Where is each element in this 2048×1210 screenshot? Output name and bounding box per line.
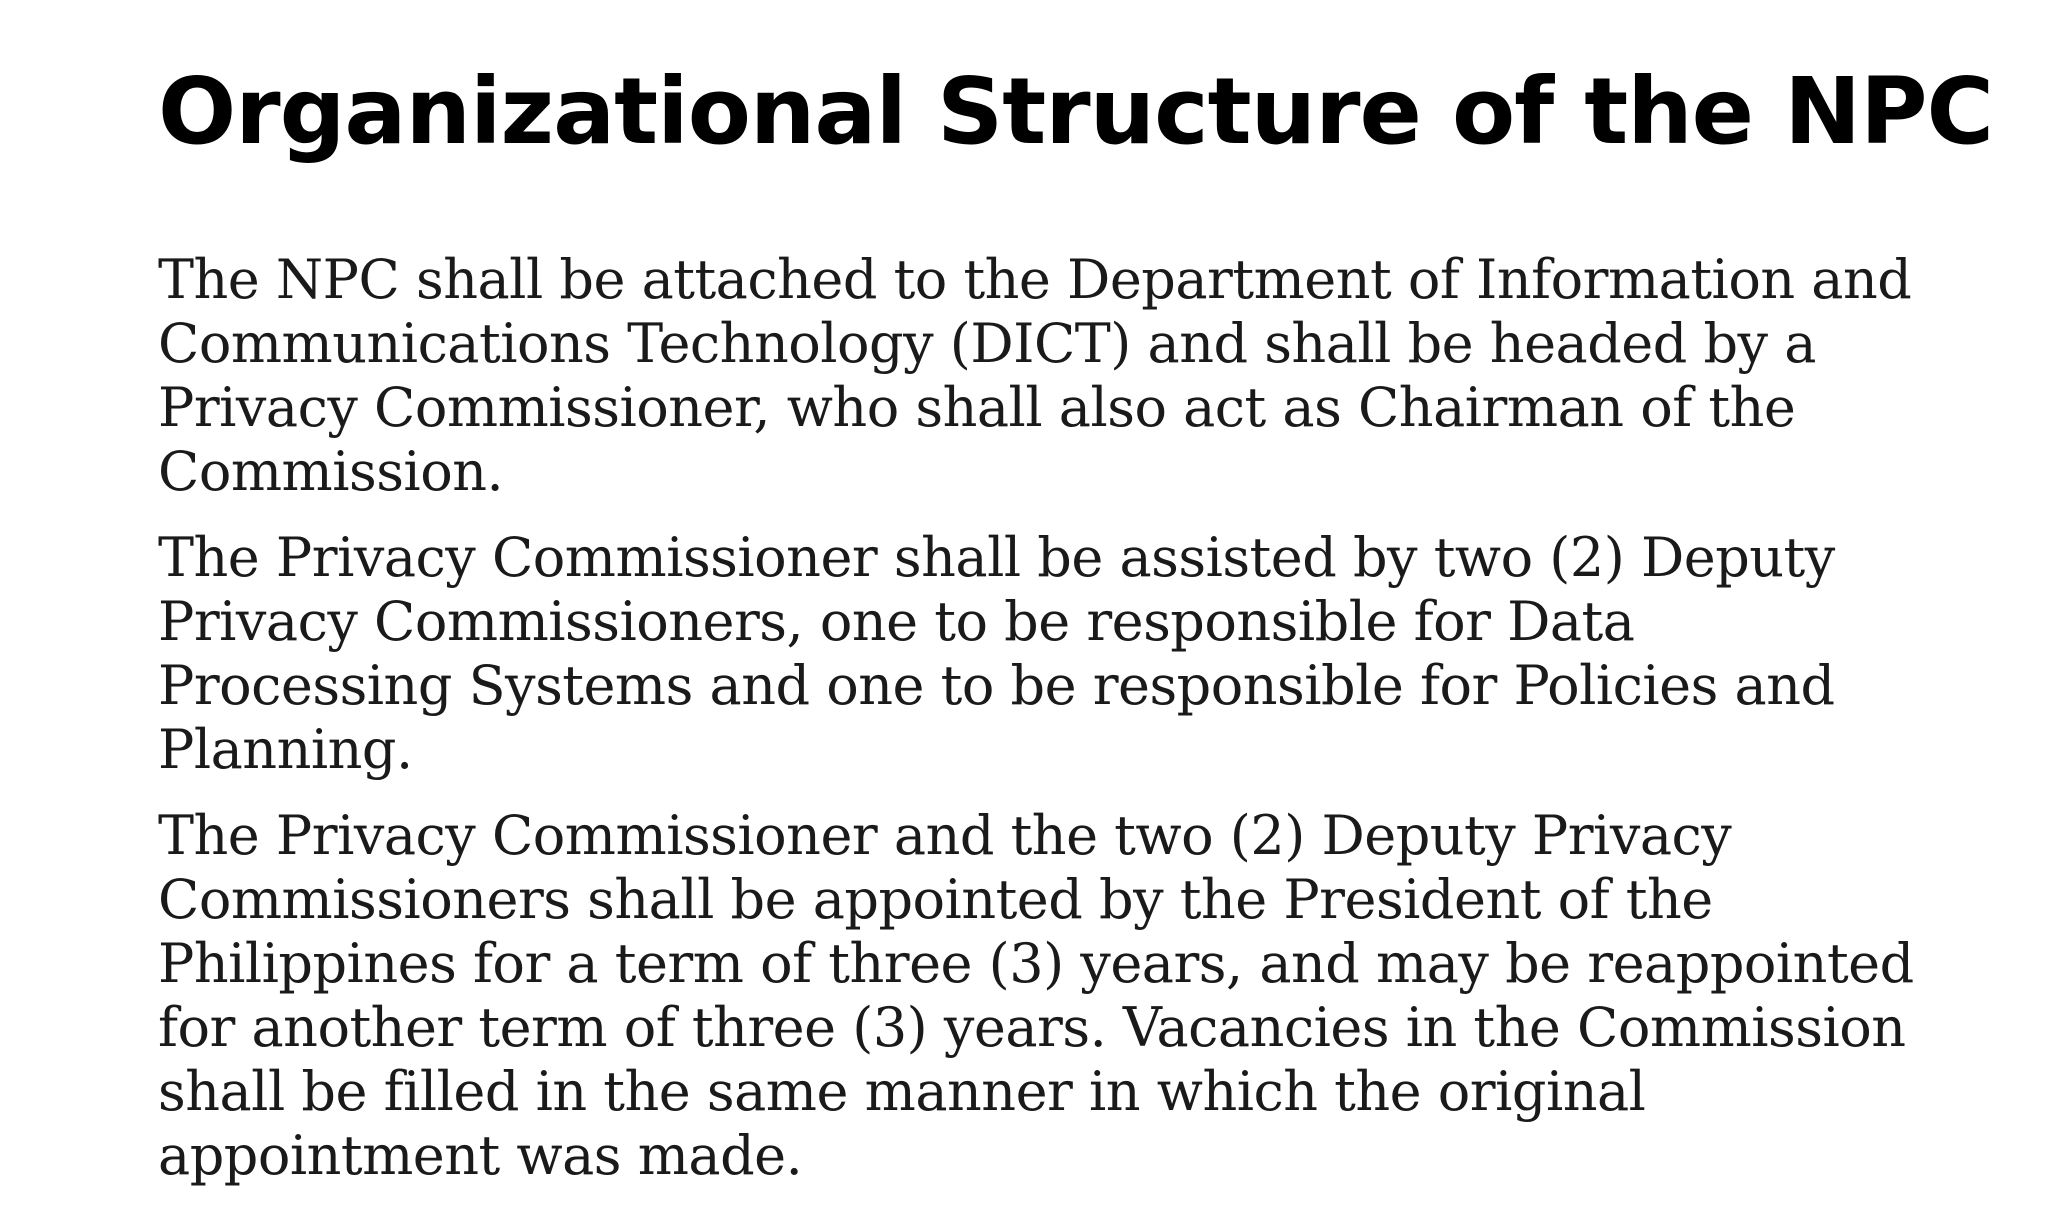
paragraph-deputy-commissioners: The Privacy Commissioner shall be assisted by two (2) Deputy Privacy Commissioners, one to be responsible for Data Processing Systems and one to be responsible for Policies and Planning. — [158, 526, 1835, 781]
paragraph-appointment: The Privacy Commissioner and the two (2) Deputy Privacy Commissioners shall be appointed by the President of the Philippines for a term of three (3) years, and may be reappointed for another term of three (3) years. Vacancies in the Commission shall be filled in the same manner in which the original appointment was made. — [158, 804, 1914, 1187]
paragraph-attachment: The NPC shall be attached to the Department of Information and Communications Technology (DICT) and shall be headed by a Privacy Commissioner, who shall also act as Chairman of the Commission. — [158, 248, 1912, 503]
slide-title: Organizational Structure of the NPC — [158, 58, 1994, 165]
slide-body — [158, 248, 1918, 1210]
